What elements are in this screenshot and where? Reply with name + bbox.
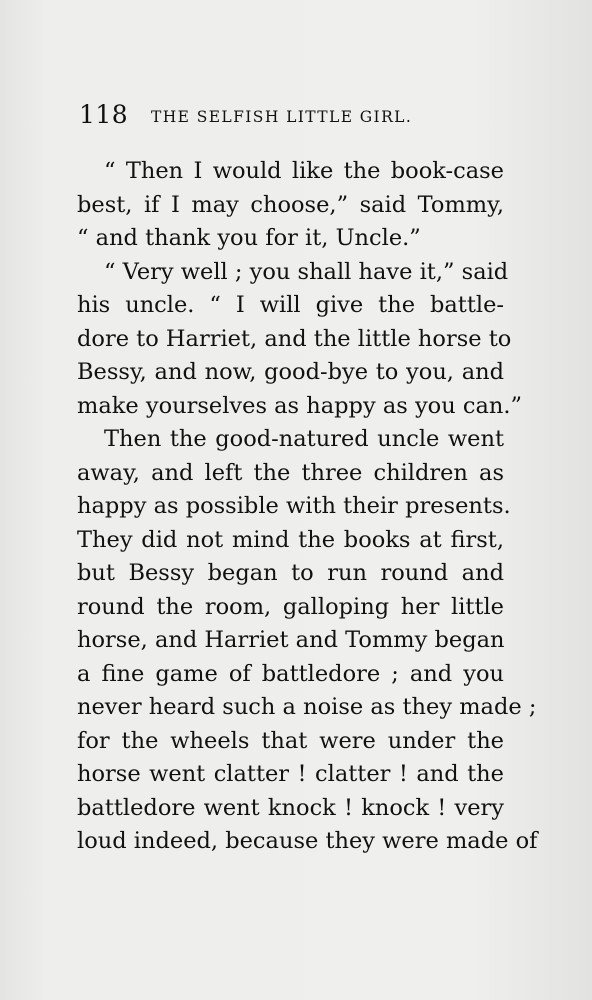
text-line: “ and thank you for it, Uncle.”	[77, 225, 421, 251]
text-line: his uncle. “ I will give the battle-	[77, 292, 504, 318]
text-line: make yourselves as happy as you can.”	[77, 392, 523, 419]
text-line: a fine game of battledore ; and you	[77, 660, 504, 687]
text-line: battledore went knock ! knock ! very	[77, 794, 504, 821]
page-header	[79, 100, 519, 134]
text-line: horse, and Harriet and Tommy began	[77, 627, 505, 653]
text-line: for the wheels that were under the	[77, 727, 504, 754]
text-line: never heard such a noise as they made ;	[77, 694, 537, 720]
text-line: but Bessy began to run round and	[77, 560, 504, 586]
text-line: loud indeed, because they were made of	[77, 828, 538, 854]
text-line: round the room, galloping her little	[77, 593, 504, 620]
text-line: “ Very well ; you shall have it,” said	[104, 258, 509, 285]
text-line: They did not mind the books at first,	[77, 526, 504, 553]
text-line: Bessy, and now, good-bye to you, and	[77, 359, 504, 385]
body-text	[77, 155, 538, 859]
text-line: happy as possible with their presents.	[77, 493, 511, 519]
text-line: horse went clatter ! clatter ! and the	[77, 761, 504, 787]
text-line: best, if I may choose,” said Tommy,	[77, 191, 504, 218]
text-line: Then the good-natured uncle went	[104, 426, 504, 452]
text-line: dore to Harriet, and the little horse to	[77, 325, 512, 352]
text-line: away, and left the three children as	[77, 459, 504, 486]
text-line: “ Then I would like the book-case	[104, 158, 504, 184]
running-title: THE SELFISH LITTLE GIRL.	[151, 108, 413, 126]
page-number: 118	[79, 100, 129, 129]
